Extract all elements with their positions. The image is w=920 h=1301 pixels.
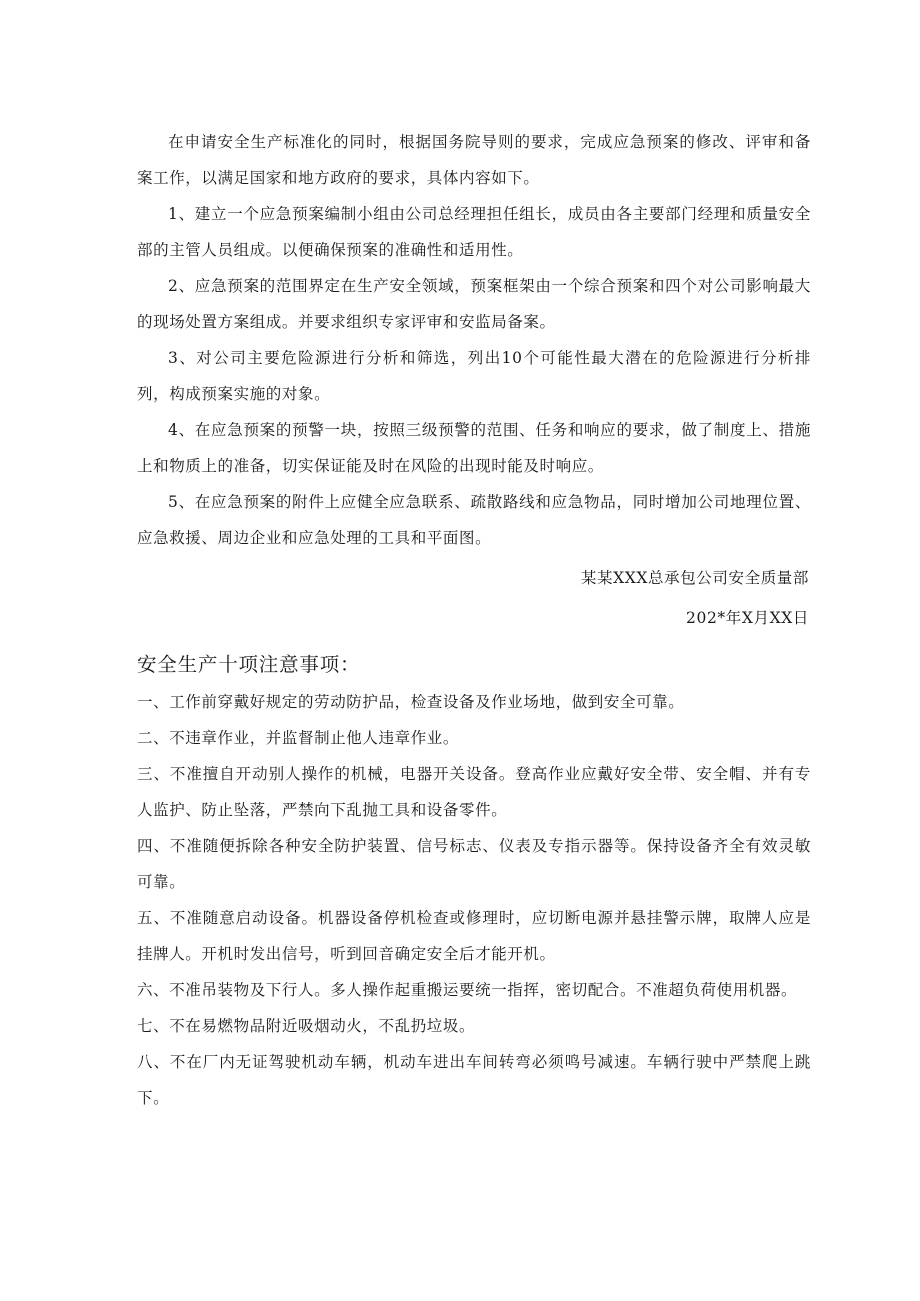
notice-point-4: 4、在应急预案的预警一块，按照三级预警的范围、任务和响应的要求，做了制度上、措施上和物质上的准备，切实保证能及时在风险的出现时能及时响应。 xyxy=(137,421,811,475)
signature-organization: 某某XXX总承包公司安全质量部 xyxy=(580,569,809,587)
notice-point-3: 3、对公司主要危险源进行分析和筛选，列出10个可能性最大潜在的危险源进行分析排列，构成预案实施的对象。 xyxy=(137,349,811,403)
safety-rule-7: 七、不在易燃物品附近吸烟动火，不乱扔垃圾。 xyxy=(137,1017,476,1035)
safety-rule-3: 三、不准擅自开动别人操作的机械，电器开关设备。登高作业应戴好安全带、安全帽、并有专人监护、防止坠落，严禁向下乱抛工具和设备零件。 xyxy=(137,765,811,819)
safety-rules-section xyxy=(137,648,811,1116)
notice-point-1: 1、建立一个应急预案编制小组由公司总经理担任组长，成员由各主要部门经理和质量安全部的主管人员组成。以便确保预案的准确性和适用性。 xyxy=(137,205,811,259)
intro-paragraph: 在申请安全生产标准化的同时，根据国务院导则的要求，完成应急预案的修改、评审和备案工作，以满足国家和地方政府的要求，具体内容如下。 xyxy=(137,133,811,187)
notice-point-2: 2、应急预案的范围界定在生产安全领域，预案框架由一个综合预案和四个对公司影响最大的现场处置方案组成。并要求组织专家评审和安监局备案。 xyxy=(137,277,811,331)
safety-rule-5: 五、不准随意启动设备。机器设备停机检查或修理时，应切断电源并悬挂警示牌，取牌人应是挂牌人。开机时发出信号，听到回音确定安全后才能开机。 xyxy=(137,909,811,963)
notice-point-5: 5、在应急预案的附件上应健全应急联系、疏散路线和应急物品，同时增加公司地理位置、应急救援、周边企业和应急处理的工具和平面图。 xyxy=(137,493,811,547)
safety-rule-1: 一、工作前穿戴好规定的劳动防护品，检查设备及作业场地，做到安全可靠。 xyxy=(137,693,685,711)
safety-rules-title: 安全生产十项注意事项： xyxy=(137,653,361,676)
safety-rule-6: 六、不准吊装物及下行人。多人操作起重搬运要统一指挥，密切配合。不准超负荷使用机器。 xyxy=(137,981,798,999)
emergency-plan-notice xyxy=(137,124,811,636)
safety-rule-4: 四、不准随便拆除各种安全防护装置、信号标志、仪表及专指示器等。保持设备齐全有效灵敏可靠。 xyxy=(137,837,811,891)
signature-date: 202*年X月XX日 xyxy=(686,609,809,627)
safety-rule-8: 八、不在厂内无证驾驶机动车辆，机动车进出车间转弯必须鸣号减速。车辆行驶中严禁爬上跳下。 xyxy=(137,1053,811,1107)
safety-rule-2: 二、不违章作业，并监督制止他人违章作业。 xyxy=(137,729,460,747)
